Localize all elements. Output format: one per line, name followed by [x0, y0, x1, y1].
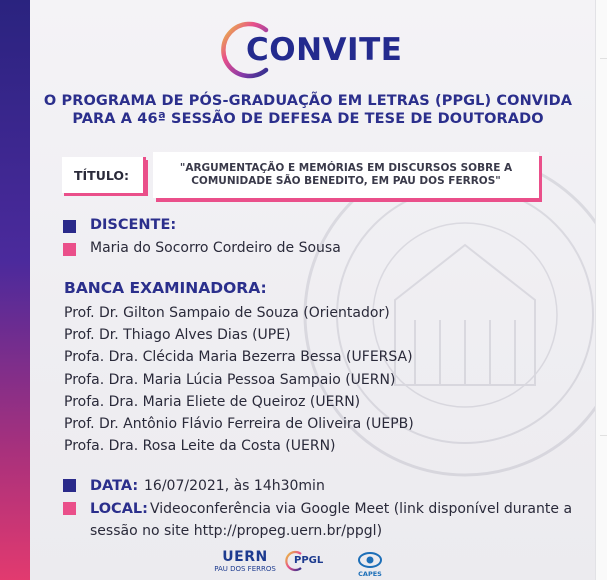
subtitle-line-2: PARA A 46ª SESSÃO DE DEFESA DE TESE DE DOUTORADO: [72, 111, 544, 127]
titulo-label-box: [62, 157, 146, 193]
banca-member: Prof. Dr. Gilton Sampaio de Souza (Orientador): [64, 305, 390, 321]
banca-member: Profa. Dra. Rosa Leite da Costa (UERN): [64, 438, 336, 455]
local-label: LOCAL:: [90, 501, 148, 517]
data-value: 16/07/2021, às 14h30min: [144, 478, 325, 494]
discente-bullet-navy: [63, 220, 76, 233]
ppgl-logo-text: PPGL: [294, 555, 324, 566]
left-gradient-bar: [0, 0, 30, 580]
uern-logo: [210, 550, 280, 580]
thesis-title-line-2: COMUNIDADE SÃO BENEDITO, EM PAU DOS FERROS": [191, 175, 501, 187]
data-bullet: [63, 479, 76, 492]
ppgl-logo: [282, 550, 350, 580]
margin-tick: [600, 435, 607, 436]
banca-member: Profa. Dra. Maria Eliete de Queiroz (UERN): [64, 393, 361, 410]
banca-member: Prof. Dr. Thiago Alves Dias (UPE): [64, 327, 291, 344]
banca-title: BANCA EXAMINADORA:: [64, 279, 267, 297]
banca-list: [64, 302, 414, 457]
capes-logo: [350, 550, 390, 580]
footer-logos: [210, 548, 410, 580]
discente-label: DISCENTE:: [90, 217, 177, 233]
local-line-2: sessão no site http://propeg.uern.br/ppgl): [90, 523, 383, 539]
titulo-content-box: [153, 152, 539, 198]
discente-name: Maria do Socorro Cordeiro de Sousa: [90, 240, 341, 256]
banca-member: Prof. Dr. Antônio Flávio Ferreira de Oliveira (UEPB): [64, 416, 414, 433]
thesis-title-line-1: "ARGUMENTAÇÃO E MEMÓRIAS EM DISCURSOS SOBRE A: [179, 162, 513, 174]
uern-logo-subtext: PAU DOS FERROS: [214, 565, 276, 573]
data-label: DATA:: [90, 478, 139, 494]
discente-bullet-pink: [63, 243, 76, 256]
thesis-title: [153, 162, 539, 188]
margin-tick: [600, 58, 607, 59]
uern-logo-text: UERN: [222, 549, 268, 565]
invitation-subtitle: [40, 92, 576, 128]
capes-eye-icon: [358, 550, 382, 570]
capes-logo-text: CAPES: [358, 570, 382, 578]
titulo-label: TÍTULO:: [74, 168, 129, 183]
right-margin: [596, 0, 607, 580]
local-line-1: Videoconferência via Google Meet (link disponível durante a: [150, 501, 573, 517]
banca-member: Profa. Dra. Clécida Maria Bezerra Bessa (UFERSA): [64, 349, 413, 366]
local-bullet: [63, 502, 76, 515]
convite-title: CONVITE: [246, 32, 403, 68]
subtitle-line-1: O PROGRAMA DE PÓS-GRADUAÇÃO EM LETRAS (PPGL) CONVIDA: [43, 93, 573, 109]
convite-header: [220, 20, 420, 80]
banca-member: Profa. Dra. Maria Lúcia Pessoa Sampaio (UERN): [64, 371, 396, 388]
